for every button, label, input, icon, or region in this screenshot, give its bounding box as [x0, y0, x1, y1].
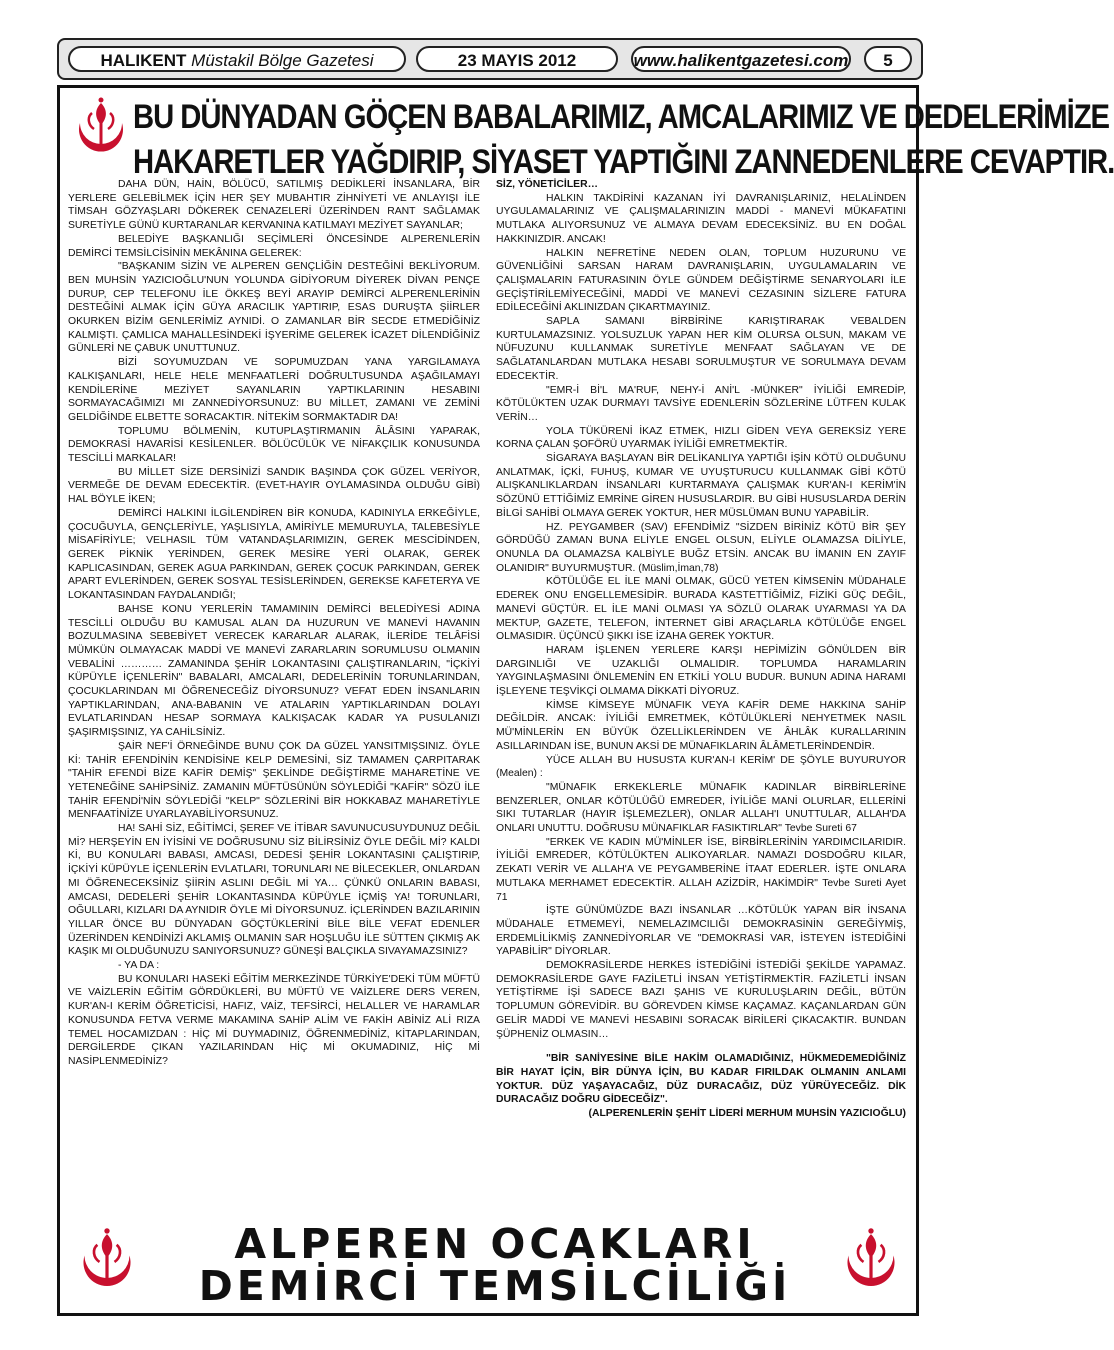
article-paragraph: BİZİ SOYUMUZDAN VE SOPUMUZDAN YANA YARGILAMAYA KALKIŞANLARI, HELE HELE MENFAATLERİ DOĞRULTUSUNDA AŞAĞILAMAYI KENDİLERİNE MEZİYET SAYANLARIN YAPTIKLARININ HESABINI SORMAYACAĞIMIZI MI ZANNEDİYORSUNUZ: BU MİLLET, ZAMANI VE ZEMİNİ GELDİĞİNDE ELBETTE SORACAKTIR. NİTEKİM SORMAKTADIR DA! — [68, 357, 480, 423]
website-link[interactable]: www.halikentgazetesi.com — [633, 51, 849, 70]
headline-line-2: HAKARETLER YAĞDIRIP, SİYASET YAPTIĞINI ZANNEDENLERE CEVAPTIR. — [133, 143, 1114, 181]
article-paragraph: TOPLUMU BÖLMENİN, KUTUPLAŞTIRMANIN ÂLÂSINI YAPARAK, DEMOKRASİ HAVARİSİ KESİLENLER. BÖLÜCÜLÜK VE NİFAKÇILIK KONUSUNDA TESCİLLİ MARKALAR! — [68, 425, 480, 465]
article-paragraph: - YA DA : — [118, 960, 160, 972]
article-paragraph: "BAŞKANIM SİZİN VE ALPEREN GENÇLİĞİN DESTEĞİNİ BEKLİYORUM. BEN MUHSİN YAZICIOĞLU'NUN YOLUNDA GİDİYORUM DİYEREK DİVAN PENÇE DURUP, CEP TELEFONU İLE ÖKKEŞ BEYİ ARAYIP DEMİRCİ ALPERENLERİNİN DESTEĞİNİ ALMAK İÇİN GÜYA ARACILIK YAPTIRIP, ESAS DURUŞTA ŞİİRLER OKURKEN BİZİM GENLERİMİZ AYNIDİ. O ZAMANLAR BİR SECDE ETMEDİĞİNİZ KALMIŞTI. ÇAMLICA MAHALLESİNDEKİ İŞYERİME GELEREK İCAZET DİLENDİĞİNİZ GÜNLERİ NE ÇABUK UNUTTUNUZ. — [68, 261, 480, 355]
closing-quote: "BİR SANİYESİNE BİLE HAKİM OLAMADIĞINIZ, HÜKMEDEMEDİĞİNİZ BİR HAYAT İÇİN, BİR DÜNYA İÇİN, BU KADAR FIRILDAK OLMANIN ANLAMI YOKTUR. DÜZ YAŞAYACAĞIZ, DÜZ DURACAĞIZ, DÜZ YÜRÜYECEĞİZ. DİK DURACAĞIZ DOĞRU GİDECEĞİZ". — [496, 1053, 906, 1106]
footer-right-emblem-icon — [840, 1225, 902, 1301]
date-pill — [416, 46, 618, 72]
page-number-pill — [864, 46, 912, 72]
article-paragraph: HALKIN TAKDİRİNİ KAZANAN İYİ DAVRANIŞLARINIZ, HELALİNDEN UYGULAMALARINIZ VE ÇALIŞMALARINIZIN MADDİ - MANEVİ MÜKAFATINI MUTLAKA ALIYORSUNUZ VE ALMAYA DEVAM EDECEKSİNİZ. BU EN DOĞAL HAKKINIZDIR. ANCAK! — [496, 192, 906, 245]
article-paragraph: İŞTE GÜNÜMÜZDE BAZI İNSANLAR …KÖTÜLÜK YAPAN BİR İNSANA MÜDAHALE ETMEMEYİ, NEMELAZIMCILIĞI DEMOKRASİNİN GEREĞİYMİŞ, ERDEMLİLİKMİŞ ZANNEDİYORLAR VE "DEMOKRASİ VAR, İSTEYEN İSTEDİĞİNİ YAPABİLİR" DİYORLAR. — [496, 905, 906, 958]
article-paragraph: YÜCE ALLAH BU HUSUSTA KUR'AN-I KERİM' DE ŞÖYLE BUYURUYOR (Mealen) : — [496, 754, 906, 780]
article-headline — [133, 95, 1114, 185]
quote-attribution: (ALPERENLERİN ŞEHİT LİDERİ MERHUM MUHSİN YAZICIOĞLU) — [588, 1108, 906, 1120]
crescent-tulip-emblem-icon — [72, 95, 130, 165]
article-paragraph: HARAM İŞLENEN YERLERE KARŞI HEPİMİZİN GÖNÜLDEN BİR DARGINLIĞI VE UZAKLIĞI OLMALIDIR. TOPLUMDA HARAMLARIN YAYGINLAŞMASINI ÖNLEMENİN EN ETKİLİ YOLU BUDUR. BUNUN ADINA HARAMI İŞLEYENE TEŞVİKÇİ OLMAMA DİKKATİ DİYORUZ. — [496, 644, 906, 698]
article-paragraph: "EMR-İ Bİ'L MA'RUF, NEHY-İ ANİ'L -MÜNKER" İYİLİĞİ EMREDİP, KÖTÜLÜKTEN UZAK DURMAYI TAVSİYE EDENLERİN SÖZLERİNE LÜTFEN KULAK VERİN… — [496, 384, 906, 423]
website-pill[interactable] — [631, 46, 851, 72]
article-left-column — [68, 178, 480, 1069]
newspaper-header — [57, 38, 923, 80]
paper-name-pill — [68, 46, 406, 72]
article-paragraph: ŞAİR NEF'İ ÖRNEĞİNDE BUNU ÇOK DA GÜZEL YANSITMIŞSINIZ. ÖYLE Kİ: TAHİR EFENDİNİN KENDİSİNE KELP DEMESİNİ, SİZ TAMAMEN ÇARPITARAK "TAHİR EFENDİ BİZE KAFİR DEMİŞ" ŞEKLİNDE DEĞİŞTİRME MAHARETİNE VE YETENEĞİNE SAHİPSİNİZ. ZAMANIN MÜFTÜSÜNÜN SÖYLEDİĞİ "KAFİR" SÖZÜ İLE TAHİR EFENDİ'NİN SÖYLEDİĞİ "KELP" SÖZLERİNİ BİR HOKKABAZ MAHARETİYLE MENFAATİNİZE UYARLAYABİLİYORSUNUZ. — [68, 740, 480, 821]
article-paragraph: DEMİRCİ HALKINI İLGİLENDİREN BİR KONUDA, KADINIYLA ERKEĞİYLE, ÇOCUĞUYLA, GENÇLERİYLE, YAŞLISIYLA, AMİRİYLE MEMURUYLA, TALEBESİYLE MİSAFİRİYLE; VELHASIL TÜM VATANDAŞLARIMIZIN, GEREK MESCİDİNDEN, GEREK PİKNİK YERİNDEN, GEREK MESİRE YERİ OLARAK, GEREK KAPLICASINDAN, GEREK AGUA PARKINDAN, GEREK ÇOCUK PARKINDAN, GEREK APART EVLERİNDEN, GEREK SOSYAL TESİSLERİNDEN, GEREKSE KAFETERYA VE LOKANTASINDAN FAYDALANDIĞI; — [68, 507, 480, 602]
article-right-column — [496, 178, 906, 1121]
article-paragraph: HALKIN NEFRETİNE NEDEN OLAN, TOPLUM HUZURUNU VE GÜVENLİĞİNİ SARSAN HARAM DAVRANIŞLARIN, UYGULAMALARIN VE ÇALIŞMALARIN FATURASININ ÖYLE GÜNDEM DEĞİŞTİRME SENARYOLARI İLE GEÇİŞTİRİLEMİYECEĞİNİ, MADDİ VE MANEVİ CEZASININ SİZLERE FATURA EDİLECEĞİNİ AKLINIZDAN ÇIKARTMAYINIZ. — [496, 247, 906, 314]
footer-title-line-2: DEMİRCİ TEMSİLCİLİĞİ — [198, 1262, 792, 1310]
article-paragraph: KİMSE KİMSEYE MÜNAFIK VEYA KAFİR DEME HAKKINA SAHİP DEĞİLDİR. ANCAK: İYİLİĞİ EMRETMEK, KÖTÜLÜKLERİ NEHYETMEK NASIL MÜ'MİNLERİN EN BÜYÜK ÖZELLİKLERİNDEN VE ÂHLÂK KURALLARININ ASILLARINDAN İSE, BUNUN AKSİ DE MÜNAFIKLARIN ÂLÂMETLERİNDENDİR. — [496, 699, 906, 752]
headline-line-1: BU DÜNYADAN GÖÇEN BABALARIMIZ, AMCALARIMIZ VE DEDELERİMİZE — [133, 98, 1110, 136]
footer-title-line-1: ALPEREN OCAKLARI — [234, 1220, 756, 1268]
article-paragraph: "ERKEK VE KADIN MÜ'MİNLER İSE, BİRBİRLERİNİN YARDIMCILARIDIR. İYİLİĞİ EMREDER, KÖTÜLÜKTEN ALIKOYARLAR. NAMAZI DOSDOĞRU KILAR, ZEKATI VERİR VE ALLAH'A VE PEYGAMBERİNE İTAAT EDERLER. İŞTE ONLARA MUTLAKA MERHAMET EDECEKTİR. ALLAH AZİZDİR, HAKİMDİR" Tevbe Sureti Ayet 71 — [496, 836, 906, 903]
article-paragraph: SİGARAYA BAŞLAYAN BİR DELİKANLIYA YAPTIĞI İŞİN KÖTÜ OLDUĞUNU ANLATMAK, İÇKİ, FUHUŞ, KUMAR VE UYUŞTURUCU KULLANMAK GİBİ KÖTÜ ALIŞKANLIKLARDAN İNSANLARI KURTARMAYA ÇALIŞMAK KUR'AN-I KERİM'İN SÖZÜNÜ ETTİĞİMİZ EMRİNE GİREN HUSUSLARDIR. BU GİBİ HUSUSLARDA DERİN BİLGİ SAHİBİ OLMAYA GEREK YOKTUR, HER MÜSLÜMAN BUNU YAPABİLİR. — [496, 453, 906, 519]
article-paragraph: SAPLA SAMANI BİRBİRİNE KARIŞTIRARAK VEBALDEN KURTULAMAZSINIZ. YOLSUZLUK YAPAN HER KİM OLURSA OLSUN, MAKAM VE NÜFUZUNU KULLANMAK SURETİYLE MENFAAT SAĞLAYAN VE DE SAĞLATANLARDAN MUTLAKA HESABI SORULMUŞTUR VE SORULMAYA DEVAM EDECEKTİR. — [496, 316, 906, 382]
article-paragraph: BAHSE KONU YERLERİN TAMAMININ DEMİRCİ BELEDİYESİ ADINA TESCİLLİ OLDUĞU BU KAMUSAL ALAN DA HUZURUN VE MANEVİ HAVANIN BOZULMASINA SEBEBİYET VERECEK KARARLAR ALARAK, İLERİDE TELÂFİSİ MÜMKÜN OLMAYACAK MADDİ VE MANEVİ ZARARLARIN SORUMLUSU OLMANIN VEBALİNİ ………… ZAMANINDA ŞEHİR LOKANTASINI ÇALIŞTIRANLARIN, "İÇKİYİ KÜPÜYLE İÇENLERİN" BABALARI, AMCALARI, DEDELERİNİN TORUNLARINDAN, ÇOCUKLARINDAN MI ÖĞRENECEĞİZ DİYORSUNUZ? VEFAT EDEN İNSANLARIN YAPTIKLARINDAN, ANA-BABANIN VE ATALARIN YAPTIKLARINDAN DOLAYI EVLATLARINDAN HESAP SORMAYA KALKIŞACAK KADAR YA PUSULANIZI ŞAŞIRMIŞSINIZ, YA CAHİLSİNİZ. — [68, 603, 480, 739]
article-paragraph: BU MİLLET SİZE DERSİNİZİ SANDIK BAŞINDA ÇOK GÜZEL VERİYOR, VERMEĞE DE DEVAM EDECEKTİR. (EVET-HAYIR OYLAMASINDA OLDUĞU GİBİ) HAL BÖYLE İKEN; — [68, 466, 480, 506]
article-paragraph: DAHA DÜN, HAİN, BÖLÜCÜ, SATILMIŞ DEDİKLERİ İNSANLARA, BİR YERLERE GELEBİLMEK İÇİN HER ŞEY MUBAHTIR ZİHNİYETİ VE ANLAYIŞI İLE TİMSAH GÖZYAŞLARI DÖKEREK CENAZELERİ ÜZERİNDEN RANT SAĞLAMAK SURETİYLE GÜNÜ KURTARANLAR KERVANINA KATILMAYI MEZİYET SAYANLAR; — [68, 179, 480, 232]
article-paragraph: SİZ, YÖNETİCİLER… — [496, 179, 598, 190]
article-paragraph: DEMOKRASİLERDE HERKES İSTEDİĞİNİ İSTEDİĞİ ŞEKİLDE YAPAMAZ. DEMOKRASİLERDE GAYE FAZİLETLİ İNSAN YETİŞTİRMEKTİR. FAZİLETLİ İNSAN YETİŞTİRME İŞİ SADECE BAZI ŞAHIS VE KURULUŞLARIN DEĞİL, BÜTÜN TOPLUMUN GÖREVİDİR. BU GÖREVDEN KİMSE KAÇAMAZ. KAÇANLARDAN GÜN GELİR MADDİ VE MANEVİ HESABINI SORACAK BİRİLERİ ÇIKACAKTIR. BUNDAN ŞÜPHENİZ OLMASIN… — [496, 960, 906, 1040]
article-paragraph: KÖTÜLÜĞE EL İLE MANİ OLMAK, GÜCÜ YETEN KİMSENİN MÜDAHALE EDEREK ONU ENGELLEMESİDİR. BURADA KASTETTİĞİMİZ, FİZİKİ GÜÇ DEĞİL, MANEVİ GÜÇTÜR. EL İLE MANİ OLMASI YA SÖZLÜ OLARAK UYARMASI YA DA MEKTUP, GAZETE, TELEFON, İNTERNET GİBİ ARAÇLARLA KÖTÜLÜĞE ENGEL OLMASIDIR. ÜÇÜNCÜ ŞIKKI İSE İZAHA GEREK YOKTUR. — [496, 576, 906, 643]
article-paragraph: YOLA TÜKÜRENİ İKAZ ETMEK, HIZLI GİDEN VEYA GEREKSİZ YERE KORNA ÇALAN ŞOFÖRÜ UYARMAK İYİLİĞİ EMRETMEKTİR. — [496, 425, 906, 451]
article-paragraph: BU KONULARI HASEKİ EĞİTİM MERKEZİNDE TÜRKİYE'DEKİ TÜM MÜFTÜ VE VAİZLERİN EĞİTİM GÖRDÜKLERİ, BU MÜFTÜ VE VAİZLERE DERS VEREN, KUR'AN-I KERİM ÖĞRETİCİSİ, HAFIZ, VAİZ, TEFSİRCİ, HELALLER VE HARAMLAR KONUSUNDA FETVA VERME MAKAMINA SAHİP ALİM VE FAKİH ABİNİZ ALİ RIZA TEMEL HOCAMIZDAN : HİÇ Mİ DUYMADINIZ, ÖĞRENMEDİNİZ, KİTAPLARINDAN, DERGİLERDE ÇIKAN YAZILARINDAN HİÇ Mİ OKUMADINIZ, HİÇ Mİ NASİPLENMEDİNİZ? — [68, 973, 480, 1067]
footer-left-emblem-icon — [76, 1225, 138, 1301]
issue-date: 23 MAYIS 2012 — [457, 51, 577, 70]
article-paragraph: HA! SAHİ SİZ, EĞİTİMCİ, ŞEREF VE İTİBAR SAVUNUCUSUYDUNUZ DEĞİL Mİ? HERŞEYİN EN İYİSİNİ VE DOĞRUSUNU SİZ BİLİRSİNİZ ÖYLE DEĞİL Mİ? KALDI Kİ, BU KONULARI BABASI, AMCASI, DEDESİ ŞEHİR LOKANTASINI ÇALIŞTIRIP, İÇKİYİ KÜPÜYLE İÇENLERİN EVLATLARI, TORUNLARI NE BİLECEKLER, ONLARDAN MI ÖĞRENECEKSİNİZ ŞİİRİN ASLINI DEĞİL Mİ YA… ÇÜNKÜ ONLARIN BABASI, AMCASI, DEDELERİ ŞEHİR LOKANTASINDA KÜPÜYLE İÇMİŞ YA! TORUNLARI, OĞULLARI, KIZLARI DA AYNIDIR ÖYLE Mİ DİYORSUNUZ. İÇLERİNDEN BAZILARININ YILLAR ÖNCE BU DÜNYADAN GÖÇTÜKLERİNİ BİLE BİLE VEFAT EDENLER ÜZERİNDEN KENDİNİZİ AKLAMIŞ OLMANIN SAR HOŞLUĞU İLE SÜTTEN ÇIKMIŞ AK KAŞIK MI OLDUĞUNUZU SANIYORSUNUZ? GÜNEŞİ BALÇIKLA SIVAYAMAZSINIZ? — [68, 823, 480, 958]
paper-subtitle: Müstakil Bölge Gazetesi — [191, 51, 374, 70]
page-number: 5 — [883, 51, 893, 70]
article-paragraph: "MÜNAFIK ERKEKLERLE MÜNAFIK KADINLAR BİRBİRLERİNE BENZERLER, ONLAR KÖTÜLÜĞÜ EMREDER, İYİLİĞE MANİ OLURLAR, ELLERİNİ SIKI TUTARLAR (HAYIR İŞLEMEZLER), ONLAR ALLAH'I UNUTTULAR, ALLAH'DA ONLARI UNUTTU. DOĞRUSU MÜNAFIKLAR FASIKTIRLAR" Tevbe Sureti 67 — [496, 781, 906, 835]
article-paragraph: BELEDİYE BAŞKANLIĞI SEÇİMLERİ ÖNCESİNDE ALPERENLERİN DEMİRCİ TEMSİLCİSİNİN MEKÂNINA GELEREK: — [68, 233, 480, 259]
article-paragraph: HZ. PEYGAMBER (SAV) EFENDİMİZ "SİZDEN BİRİNİZ KÖTÜ BİR ŞEY GÖRDÜĞÜ ZAMAN BUNA ELİYLE ENGEL OLSUN, ELİYLE OLAMAZSA DİLİYLE, ONUNLA DA OLAMAZSA KALBİYLE BUĞZ ETSİN. ANCAK BU İMANIN EN ZAYIF OLANIDIR" BUYURMUŞTUR. (Müslim,İman,78) — [496, 521, 906, 574]
paper-name: HALIKENT — [100, 51, 187, 70]
